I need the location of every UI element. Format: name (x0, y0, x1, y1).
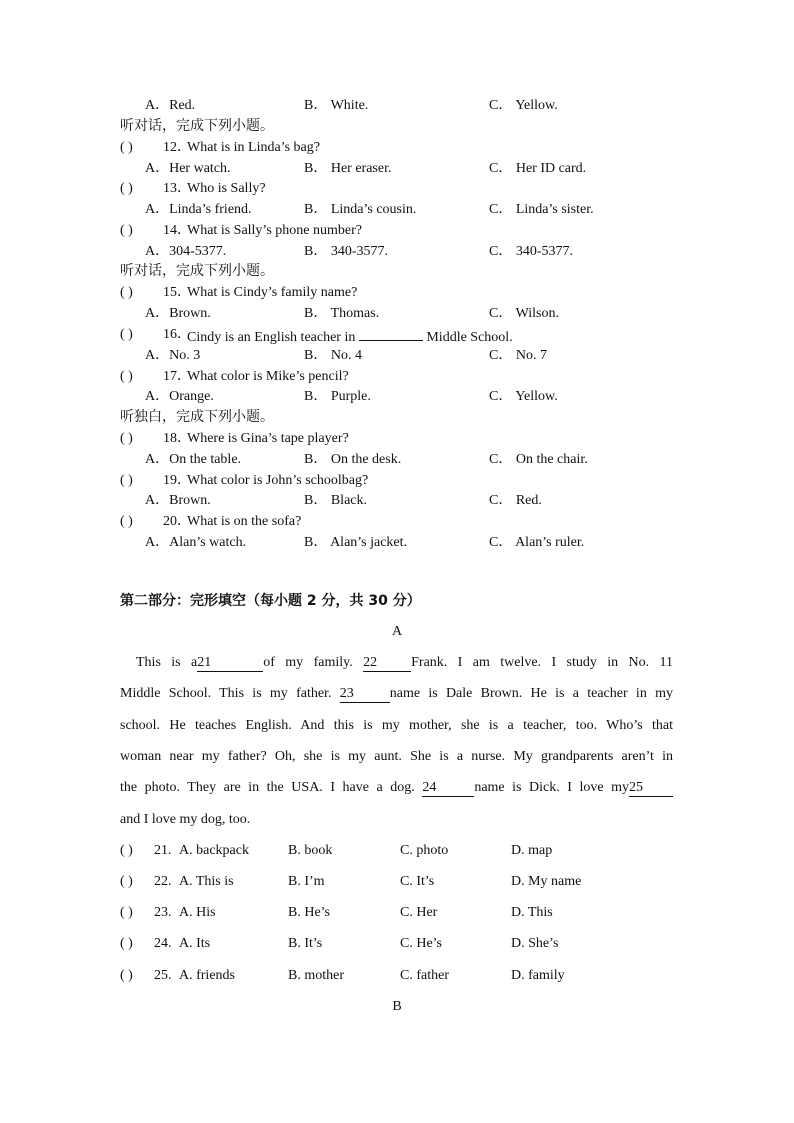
question-text: What is Cindy’s family name? (187, 285, 358, 300)
option-c: C． Red. (489, 493, 542, 508)
option-c: C. father (400, 968, 449, 983)
passage-text: name is Dick. I love my (474, 780, 630, 795)
blank-23: 23 (340, 685, 390, 703)
question-16 (0, 325, 794, 345)
option-c: C. He’s (400, 936, 442, 951)
question-text (187, 325, 513, 348)
question-number: 19． (163, 473, 191, 488)
passage-text: Middle School. This is my father. (120, 686, 332, 701)
blank-22: 22 (363, 654, 411, 672)
cloze-question-25 (0, 966, 794, 986)
option-c: C． Yellow. (489, 389, 558, 404)
answer-paren: ( ) (120, 431, 133, 446)
option-row-18 (0, 450, 794, 470)
option-row-13 (0, 200, 794, 220)
question-number: 14． (163, 223, 191, 238)
option-a: A. friends (179, 968, 235, 983)
option-d: D. She’s (511, 936, 559, 951)
option-b: B． Alan’s jacket. (304, 535, 408, 550)
passage-text: name is Dale Brown. He is a teacher in my (389, 686, 673, 701)
question-text: What color is Mike’s pencil? (187, 369, 349, 384)
answer-paren: ( ) (120, 936, 133, 951)
option-a: A. backpack (179, 843, 249, 858)
option-b: B． Her eraser. (304, 161, 392, 176)
passage-text: the photo. They are in the USA. I have a dog. (120, 780, 415, 795)
question-number: 23. (154, 905, 172, 920)
passage-line: school. He teaches English. And this is my mother, she is a teacher, too. Who’s that (120, 718, 673, 733)
question-13 (0, 179, 794, 199)
answer-paren: ( ) (120, 874, 133, 889)
answer-paren: ( ) (120, 905, 133, 920)
option-a: A．Red. (145, 98, 196, 113)
question-number: 24. (154, 936, 172, 951)
option-b: B． 340-3577. (304, 244, 388, 259)
option-b: B． Thomas. (304, 306, 380, 321)
question-number: 16． (163, 327, 191, 342)
question-text: Where is Gina’s tape player? (187, 431, 349, 446)
option-b: B. book (288, 843, 333, 858)
question-12 (0, 138, 794, 158)
question-20 (0, 512, 794, 532)
option-b: B. I’m (288, 874, 325, 889)
passage-label-a: A (391, 624, 403, 639)
option-c: C. It’s (400, 874, 435, 889)
passage-text: Frank. I am twelve. I study in No. 11 (411, 655, 674, 670)
option-c: C. Her (400, 905, 438, 920)
option-a: A．Brown. (145, 493, 211, 508)
cloze-question-23 (0, 903, 794, 923)
option-a: A．Orange. (145, 389, 214, 404)
option-b: B. It’s (288, 936, 323, 951)
passage-text: This is a (136, 655, 198, 670)
option-a: A. Its (179, 936, 211, 951)
option-c: C． Yellow. (489, 98, 558, 113)
passage-label-b: B (392, 999, 402, 1014)
answer-paren: ( ) (120, 285, 133, 300)
option-row-14 (0, 242, 794, 262)
question-number: 15． (163, 285, 191, 300)
option-c: C． 340-5377. (489, 244, 573, 259)
passage-line (120, 653, 673, 673)
option-a: A. This is (179, 874, 234, 889)
option-a: A．Linda’s friend. (145, 202, 252, 217)
answer-paren: ( ) (120, 223, 133, 238)
question-text-before: Cindy is an English teacher in (187, 330, 356, 345)
answer-paren: ( ) (120, 843, 133, 858)
option-row-11 (0, 96, 794, 116)
question-text: Who is Sally? (187, 181, 266, 196)
blank-25: 25 (629, 779, 673, 797)
option-a: A．Alan’s watch. (145, 535, 247, 550)
passage-line (120, 778, 673, 798)
option-a: A．304-5377. (145, 244, 227, 259)
question-17 (0, 367, 794, 387)
option-b: B． No. 4 (304, 348, 362, 363)
option-d: D. This (511, 905, 553, 920)
section-title: 第二部分：完形填空（每小题 2 分，共 30 分） (120, 593, 421, 609)
option-c: C． On the chair. (489, 452, 588, 467)
option-b: B. He’s (288, 905, 330, 920)
answer-blank (359, 325, 423, 341)
option-row-17 (0, 387, 794, 407)
option-c: C． Wilson. (489, 306, 559, 321)
question-18 (0, 429, 794, 449)
answer-paren: ( ) (120, 514, 133, 529)
passage-line (120, 684, 673, 704)
cloze-question-21 (0, 841, 794, 861)
question-number: 13． (163, 181, 191, 196)
option-row-15 (0, 304, 794, 324)
passage-line: woman near my father? Oh, she is my aunt. She is a nurse. My grandparents aren’t in (120, 749, 673, 764)
question-text: What color is John’s schoolbag? (187, 473, 369, 488)
question-number: 21. (154, 843, 172, 858)
option-b: B． Black. (304, 493, 367, 508)
option-c: C． Linda’s sister. (489, 202, 594, 217)
question-number: 17． (163, 369, 191, 384)
question-text: What is in Linda’s bag? (187, 140, 320, 155)
option-a: A．No. 3 (145, 348, 201, 363)
option-row-19 (0, 491, 794, 511)
question-text-after: Middle School. (426, 330, 513, 345)
option-c: C． Her ID card. (489, 161, 587, 176)
option-c: C. photo (400, 843, 449, 858)
question-number: 22. (154, 874, 172, 889)
option-b: B. mother (288, 968, 344, 983)
option-c: C． Alan’s ruler. (489, 535, 585, 550)
option-b: B． On the desk. (304, 452, 402, 467)
question-19 (0, 471, 794, 491)
answer-paren: ( ) (120, 140, 133, 155)
question-text: What is on the sofa? (187, 514, 302, 529)
group-header: 听对话，完成下列小题。 (120, 264, 274, 279)
question-14 (0, 221, 794, 241)
option-row-16 (0, 346, 794, 366)
option-b: B． Purple. (304, 389, 371, 404)
option-b: B． White. (304, 98, 369, 113)
question-number: 20． (163, 514, 191, 529)
question-number: 25. (154, 968, 172, 983)
question-15 (0, 283, 794, 303)
answer-paren: ( ) (120, 369, 133, 384)
question-text: What is Sally’s phone number? (187, 223, 362, 238)
option-a: A．Brown. (145, 306, 211, 321)
option-a: A．On the table. (145, 452, 242, 467)
option-b: B． Linda’s cousin. (304, 202, 417, 217)
option-c: C． No. 7 (489, 348, 547, 363)
passage-line: and I love my dog, too. (120, 812, 251, 827)
option-d: D. map (511, 843, 553, 858)
answer-paren: ( ) (120, 968, 133, 983)
question-number: 18． (163, 431, 191, 446)
option-a: A. His (179, 905, 216, 920)
group-header: 听对话，完成下列小题。 (120, 119, 274, 134)
answer-paren: ( ) (120, 473, 133, 488)
blank-24: 24 (422, 779, 474, 797)
option-d: D. family (511, 968, 565, 983)
question-number: 12． (163, 140, 191, 155)
blank-21: 21 (197, 654, 263, 672)
option-d: D. My name (511, 874, 582, 889)
passage-text: of my family. (263, 655, 353, 670)
cloze-question-24 (0, 934, 794, 954)
option-a: A．Her watch. (145, 161, 231, 176)
answer-paren: ( ) (120, 327, 133, 342)
answer-paren: ( ) (120, 181, 133, 196)
option-row-20 (0, 533, 794, 553)
option-row-12 (0, 159, 794, 179)
cloze-question-22 (0, 872, 794, 892)
group-header: 听独白，完成下列小题。 (120, 410, 274, 425)
